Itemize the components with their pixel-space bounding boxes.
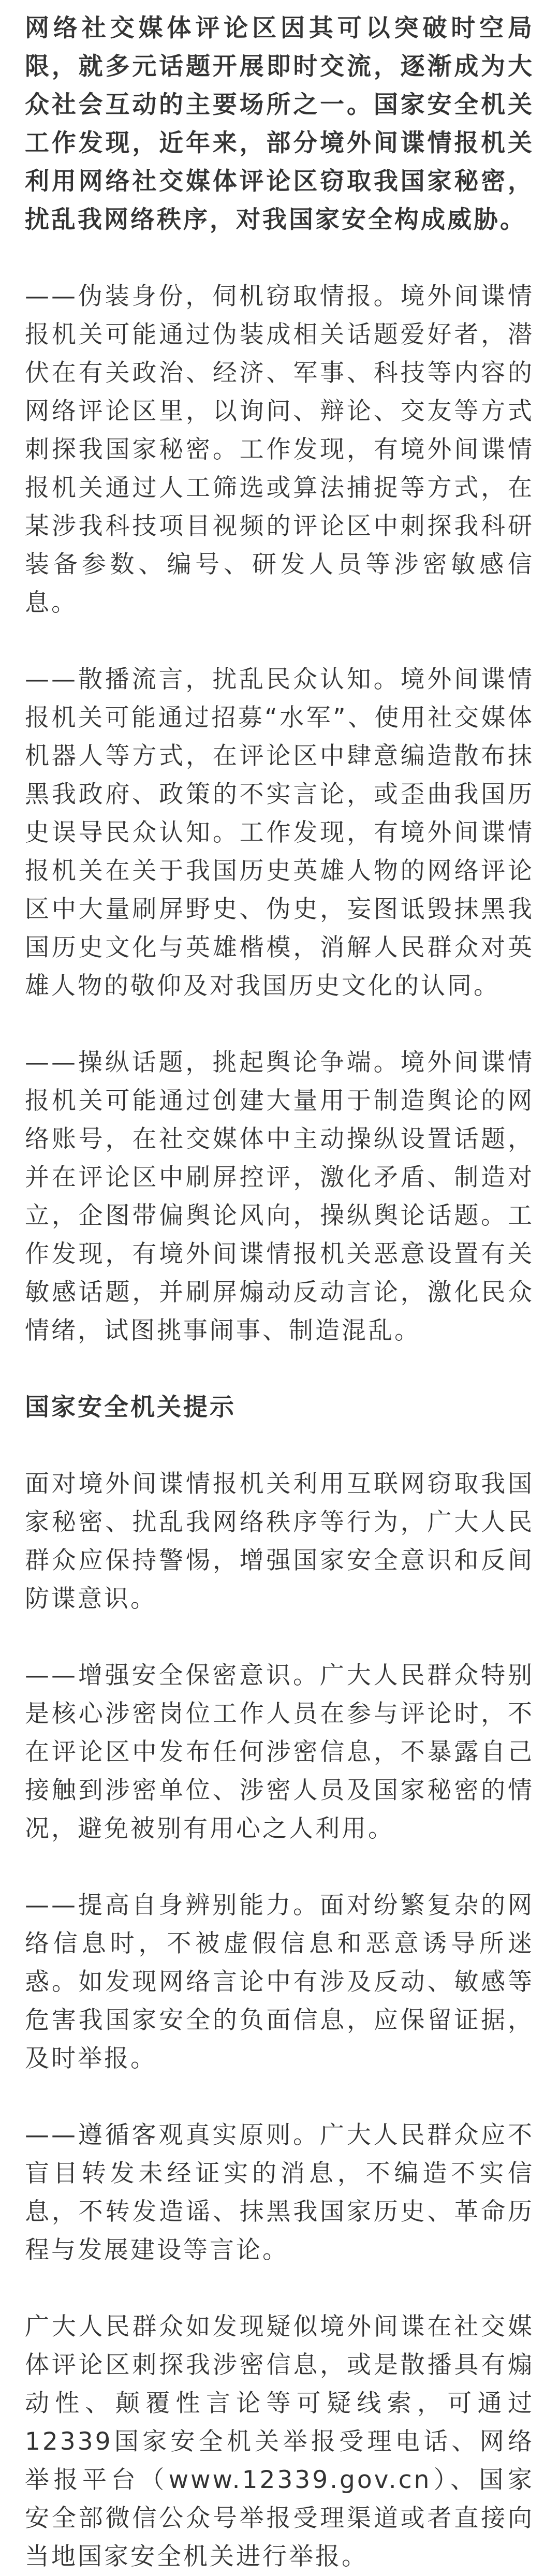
tip-paragraph-discernment: ——提高自身辨别能力。面对纷繁复杂的网络信息时，不被虚假信息和恶意诱导所迷惑。如发现网络言论中有涉及反动、敏感等危害我国家安全的负面信息，应保留证据，及时举报。	[25, 1891, 534, 2073]
threat-paragraph-rumors: ——散播流言，扰乱民众认知。境外间谍情报机关可能通过招募“水军”、使用社交媒体机器人等方式，在评论区中肆意编造散布抹黑我政府、政策的不实言论，或歪曲我国历史误导民众认知。工作发现，有境外间谍情报机关在关于我国历史英雄人物的网络评论区中大量刷屏野史、伪史，妄图诋毁抹黑我国历史文化与英雄楷模，消解人民群众对英雄人物的敬仰及对我国历史文化的认同。	[25, 665, 534, 1000]
tips-heading: 国家安全机关提示	[25, 1393, 236, 1422]
tip-paragraph-confidentiality: ——增强安全保密意识。广大人民群众特别是核心涉密岗位工作人员在参与评论时，不在评论区中发布任何涉密信息，不暴露自己接触到涉密单位、涉密人员及国家秘密的情况，避免被别有用心之人利用。	[25, 1661, 534, 1843]
tip-paragraph-objectivity: ——遵循客观真实原则。广大人民群众应不盲目转发未经证实的消息，不编造不实信息，不转发造谣、抹黑我国家历史、革命历程与发展建设等言论。	[25, 2121, 534, 2264]
tips-intro-paragraph: 面对境外间谍情报机关利用互联网窃取我国家秘密、扰乱我网络秩序等行为，广大人民群众应保持警惕，增强国家安全意识和反间防谍意识。	[25, 1470, 534, 1613]
threat-paragraph-manipulation: ——操纵话题，挑起舆论争端。境外间谍情报机关可能通过创建大量用于制造舆论的网络账号，在社交媒体中主动操纵设置话题，并在评论区中刷屏控评，激化矛盾、制造对立，企图带偏舆论风向，操纵舆论话题。工作发现，有境外间谍情报机关恶意设置有关敏感话题，并刷屏煽动反动言论，激化民众情绪，试图挑事闹事、制造混乱。	[25, 1048, 534, 1345]
threat-paragraph-disguise: ——伪装身份，伺机窃取情报。境外间谍情报机关可能通过伪装成相关话题爱好者，潜伏在有关政治、经济、军事、科技等内容的网络评论区里，以询问、辩论、交友等方式刺探我国家秘密。工作发现，有境外间谍情报机关通过人工筛选或算法捕捉等方式，在某涉我科技项目视频的评论区中刺探我科研装备参数、编号、研发人员等涉密敏感信息。	[25, 282, 534, 617]
lead-paragraph: 网络社交媒体评论区因其可以突破时空局限，就多元话题开展即时交流，逐渐成为大众社会互动的主要场所之一。国家安全机关工作发现，近年来，部分境外间谍情报机关利用网络社交媒体评论区窃取我国家秘密，扰乱我网络秩序，对我国家安全构成威胁。	[25, 14, 534, 234]
closing-report-paragraph: 广大人民群众如发现疑似境外间谍在社交媒体评论区刺探我涉密信息，或是散播具有煽动性、颠覆性言论等可疑线索，可通过12339国家安全机关举报受理电话、网络举报平台（www.12339.gov.cn）、国家安全部微信公众号举报受理渠道或者直接向当地国家安全机关进行举报。	[25, 2312, 534, 2571]
